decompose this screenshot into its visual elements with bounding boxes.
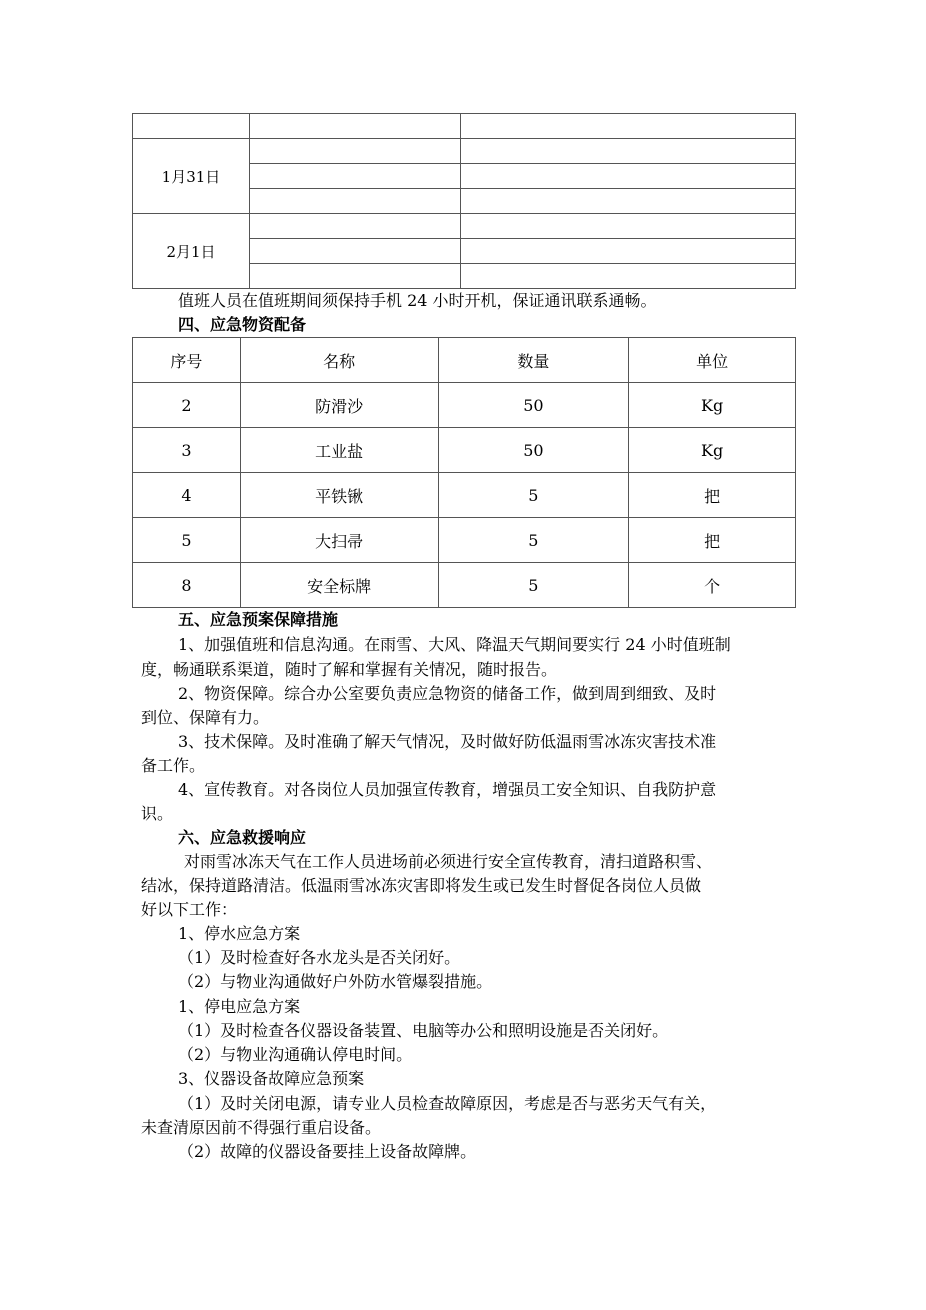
table-cell [461,239,796,264]
table-cell: 平铁锹 [240,473,438,518]
table-cell: 4 [133,473,241,518]
paragraph-line: 1、停水应急方案 [178,924,301,943]
section-heading: 六、应急救援响应 [178,828,307,847]
paragraph-line: （1）及时检查好各水龙头是否关闭好。 [178,948,461,967]
duty-date-cell: 2月1日 [133,214,250,289]
table-cell [461,139,796,164]
paragraph-line: （2）故障的仪器设备要挂上设备故障牌。 [178,1142,477,1161]
table-row [133,563,796,608]
table-cell [250,264,461,289]
paragraph-line: 未查清原因前不得强行重启设备。 [141,1118,382,1137]
duty-note: 值班人员在值班期间须保持手机 24 小时开机，保证通讯联系通畅。 [178,291,657,310]
table-cell [461,114,796,139]
table-cell: 把 [629,518,796,563]
table-row [133,214,796,239]
paragraph-line: 结冰，保持道路清洁。低温雨雪冰冻灾害即将发生或已发生时督促各岗位人员做 [141,876,702,895]
duty-table [132,113,796,289]
table-cell [133,114,250,139]
table-cell [461,164,796,189]
table-cell [250,189,461,214]
table-cell: 5 [438,473,629,518]
paragraph-line: 好以下工作： [141,900,238,919]
paragraph-line: 到位、保障有力。 [141,708,270,727]
table-cell [461,214,796,239]
table-cell: 5 [438,518,629,563]
table-cell [250,139,461,164]
table-row [133,473,796,518]
paragraph-line: 备工作。 [141,756,206,775]
paragraph-line: 2、物资保障。综合办公室要负责应急物资的储备工作，做到周到细致、及时 [178,684,717,703]
table-cell: 50 [438,428,629,473]
table-cell: 工业盐 [240,428,438,473]
table-cell: 把 [629,473,796,518]
table-cell: 2 [133,383,241,428]
table-row [133,383,796,428]
table-cell: Kg [629,428,796,473]
table-cell: 50 [438,383,629,428]
table-row [133,114,796,139]
paragraph-line: （1）及时检查各仪器设备装置、电脑等办公和照明设施是否关闭好。 [178,1021,669,1040]
table-cell [250,114,461,139]
table-cell: 安全标牌 [240,563,438,608]
table-row [133,518,796,563]
paragraph-line: （2）与物业沟通确认停电时间。 [178,1045,413,1064]
paragraph-line: 识。 [141,804,174,823]
paragraph-line: 1、停电应急方案 [178,997,301,1016]
paragraph-line: 4、宣传教育。对各岗位人员加强宣传教育，增强员工安全知识、自我防护意 [178,780,717,799]
table-cell [461,189,796,214]
table-cell [250,214,461,239]
table-cell: Kg [629,383,796,428]
table-cell: 个 [629,563,796,608]
table-cell [461,264,796,289]
table-cell: 大扫帚 [240,518,438,563]
section-heading: 四、应急物资配备 [178,315,307,334]
paragraph-line: （2）与物业沟通做好户外防水管爆裂措施。 [178,972,493,991]
table-cell: 防滑沙 [240,383,438,428]
column-header: 单位 [629,338,796,383]
table-cell [250,239,461,264]
table-cell: 5 [133,518,241,563]
column-header: 序号 [133,338,241,383]
table-cell: 5 [438,563,629,608]
paragraph-line: （1）及时关闭电源，请专业人员检查故障原因，考虑是否与恶劣天气有关， [178,1094,717,1113]
paragraph-line: 度，畅通联系渠道，随时了解和掌握有关情况，随时报告。 [141,660,558,679]
paragraph-line: 3、技术保障。及时准确了解天气情况，及时做好防低温雨雪冰冻灾害技术准 [178,732,717,751]
paragraph-line: 3、仪器设备故障应急预案 [178,1069,365,1088]
paragraph-line: 对雨雪冰冻天气在工作人员进场前必须进行安全宣传教育，清扫道路积雪、 [184,852,713,871]
table-cell: 3 [133,428,241,473]
paragraph-line: 1、加强值班和信息沟通。在雨雪、大风、降温天气期间要实行 24 小时值班制 [178,635,731,654]
supplies-table [132,337,796,608]
table-row [133,428,796,473]
column-header: 名称 [240,338,438,383]
column-header: 数量 [438,338,629,383]
table-header-row [133,338,796,383]
duty-date-cell: 1月31日 [133,139,250,214]
table-row [133,139,796,164]
table-cell [250,164,461,189]
table-cell: 8 [133,563,241,608]
section-heading: 五、应急预案保障措施 [178,610,339,629]
